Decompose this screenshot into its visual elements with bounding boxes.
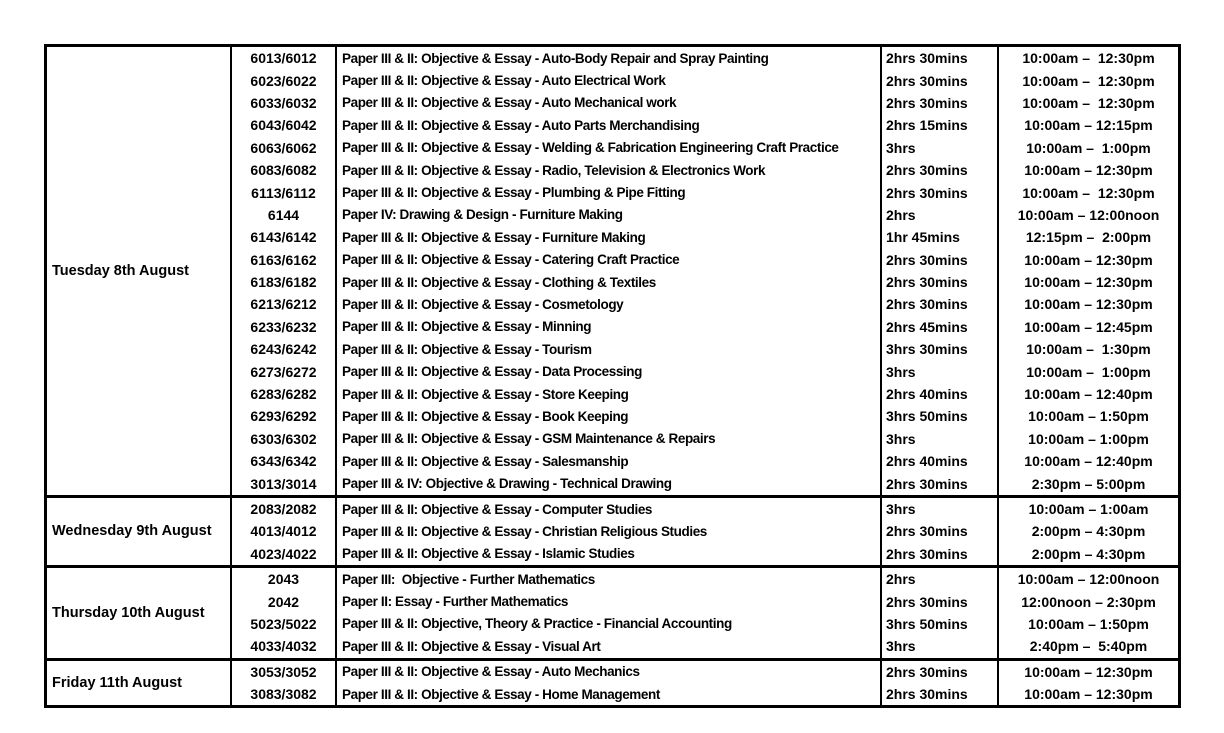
time-column xyxy=(999,498,1178,565)
exam-duration: 3hrs xyxy=(886,638,916,655)
exam-code: 6343/6342 xyxy=(250,453,317,470)
exam-time: 10:00am – 12:30pm xyxy=(1024,162,1153,179)
paper-title: Paper IV: Drawing & Design - Furniture Making xyxy=(342,207,623,223)
exam-code: 6143/6142 xyxy=(250,229,317,246)
exam-duration: 3hrs 30mins xyxy=(886,341,968,358)
paper-title: Paper III & II: Objective & Essay - Islamic Studies xyxy=(342,546,635,562)
exam-time: 10:00am – 1:00pm xyxy=(1026,139,1151,156)
exam-duration: 2hrs 30mins xyxy=(886,545,968,562)
exam-duration: 2hrs 30mins xyxy=(886,72,968,89)
paper-title: Paper III & II: Objective & Essay - Cosmetology xyxy=(342,296,624,312)
day-label: Wednesday 9th August xyxy=(52,523,212,540)
exam-duration: 2hrs xyxy=(886,206,916,223)
paper-title: Paper III & II: Objective & Essay - Computer Studies xyxy=(342,501,653,517)
exam-code: 2043 xyxy=(267,571,300,588)
day-cell xyxy=(47,568,232,658)
exam-code: 2042 xyxy=(267,593,300,610)
paper-title: Paper III & II: Objective & Essay - Plumbing & Pipe Fitting xyxy=(342,185,686,201)
exam-code: 6144 xyxy=(267,206,300,223)
code-column xyxy=(232,47,337,495)
exam-code: 6283/6282 xyxy=(250,386,317,403)
paper-title: Paper III & II: Objective & Essay - Clothing & Textiles xyxy=(342,274,656,290)
exam-time: 10:00am – 1:50pm xyxy=(1028,615,1149,632)
exam-duration: 2hrs 30mins xyxy=(886,663,968,680)
paper-title: Paper III & II: Objective & Essay - Welding & Fabrication Engineering Craft Practice xyxy=(342,140,839,156)
exam-code: 4013/4012 xyxy=(250,523,317,540)
paper-title: Paper III & II: Objective & Essay - Tourism xyxy=(342,341,592,357)
exam-duration: 3hrs 50mins xyxy=(886,615,968,632)
exam-duration: 2hrs 45mins xyxy=(886,318,968,335)
day-cell xyxy=(47,47,232,495)
exam-time: 10:00am – 1:30pm xyxy=(1026,341,1151,358)
paper-title: Paper III & II: Objective & Essay - Auto Mechanics xyxy=(342,664,640,680)
day-cell xyxy=(47,661,232,706)
exam-code: 6243/6242 xyxy=(250,341,317,358)
paper-column xyxy=(337,568,882,658)
paper-column xyxy=(337,498,882,565)
exam-duration: 2hrs 30mins xyxy=(886,523,968,540)
day-section xyxy=(47,658,1178,706)
exam-time: 10:00am – 12:30pm xyxy=(1024,274,1153,291)
exam-time: 12:15pm – 2:00pm xyxy=(1025,229,1152,246)
exam-time: 10:00am – 12:30pm xyxy=(1022,94,1155,111)
paper-title: Paper III & II: Objective & Essay - Salesmanship xyxy=(342,453,629,469)
duration-column xyxy=(882,47,999,495)
exam-time: 10:00am – 1:00pm xyxy=(1026,363,1151,380)
paper-title: Paper III & II: Objective & Essay - Auto Mechanical work xyxy=(342,95,677,111)
code-column xyxy=(232,498,337,565)
exam-code: 6293/6292 xyxy=(250,408,317,425)
exam-duration: 2hrs 30mins xyxy=(886,296,968,313)
exam-time: 10:00am – 1:50pm xyxy=(1028,408,1149,425)
paper-title: Paper III & II: Objective & Essay - Visual Art xyxy=(342,638,601,654)
exam-code: 2083/2082 xyxy=(250,501,317,517)
exam-time: 10:00am – 12:30pm xyxy=(1024,251,1153,268)
duration-column xyxy=(882,661,999,706)
exam-duration: 3hrs xyxy=(886,501,916,517)
paper-title: Paper III & II: Objective & Essay - Book Keeping xyxy=(342,408,629,424)
exam-time: 10:00am – 12:30pm xyxy=(1024,686,1153,703)
paper-title: Paper III & II: Objective & Essay - Radio, Television & Electronics Work xyxy=(342,162,766,178)
exam-code: 3083/3082 xyxy=(250,686,317,703)
exam-time: 10:00am – 12:30pm xyxy=(1024,296,1153,313)
exam-code: 6163/6162 xyxy=(250,251,317,268)
code-column xyxy=(232,568,337,658)
time-column xyxy=(999,568,1178,658)
exam-code: 6013/6012 xyxy=(250,50,317,67)
paper-title: Paper III & II: Objective & Essay - Christian Religious Studies xyxy=(342,523,707,539)
code-column xyxy=(232,661,337,706)
day-section xyxy=(47,565,1178,658)
exam-code: 6273/6272 xyxy=(250,363,317,380)
exam-time: 10:00am – 12:40pm xyxy=(1024,386,1153,403)
exam-code: 6213/6212 xyxy=(250,296,317,313)
exam-time: 10:00am – 1:00pm xyxy=(1028,430,1149,447)
exam-duration: 2hrs 15mins xyxy=(886,117,968,134)
exam-time: 10:00am – 12:30pm xyxy=(1022,184,1155,201)
paper-title: Paper III & II: Objective & Essay - Store Keeping xyxy=(342,386,629,402)
day-label: Tuesday 8th August xyxy=(52,262,189,279)
day-section xyxy=(47,495,1178,565)
exam-duration: 2hrs 30mins xyxy=(886,593,968,610)
paper-title: Paper III & II: Objective & Essay - Furniture Making xyxy=(342,229,646,245)
exam-time: 10:00am – 12:30pm xyxy=(1024,663,1153,680)
exam-duration: 2hrs xyxy=(886,571,916,588)
exam-duration: 3hrs xyxy=(886,363,916,380)
exam-duration: 2hrs 30mins xyxy=(886,475,968,492)
exam-duration: 2hrs 30mins xyxy=(886,94,968,111)
day-section xyxy=(47,47,1178,495)
exam-time: 10:00am – 1:00am xyxy=(1028,501,1149,517)
day-cell xyxy=(47,498,232,565)
paper-title: Paper III & II: Objective & Essay - Minning xyxy=(342,319,592,335)
day-label: Friday 11th August xyxy=(52,674,182,691)
exam-code: 6183/6182 xyxy=(250,274,317,291)
exam-time: 10:00am – 12:45pm xyxy=(1024,318,1153,335)
exam-duration: 2hrs 30mins xyxy=(886,686,968,703)
exam-time: 10:00am – 12:30pm xyxy=(1022,50,1155,67)
paper-title: Paper III & II: Objective & Essay - GSM Maintenance & Repairs xyxy=(342,431,716,447)
time-column xyxy=(999,661,1178,706)
paper-column xyxy=(337,47,882,495)
exam-code: 6233/6232 xyxy=(250,318,317,335)
exam-time: 2:30pm – 5:00pm xyxy=(1031,475,1146,492)
exam-duration: 3hrs xyxy=(886,139,916,156)
exam-time: 2:40pm – 5:40pm xyxy=(1029,638,1148,655)
exam-time: 12:00noon – 2:30pm xyxy=(1021,593,1156,610)
exam-code: 6033/6032 xyxy=(250,94,317,111)
exam-time: 10:00am – 12:40pm xyxy=(1024,453,1153,470)
exam-code: 4033/4032 xyxy=(250,638,317,655)
exam-duration: 2hrs 30mins xyxy=(886,274,968,291)
exam-duration: 2hrs 30mins xyxy=(886,251,968,268)
exam-code: 6083/6082 xyxy=(250,162,317,179)
paper-title: Paper III & II: Objective & Essay - Auto-Body Repair and Spray Painting xyxy=(342,50,769,66)
exam-duration: 2hrs 40mins xyxy=(886,453,968,470)
paper-column xyxy=(337,661,882,706)
exam-duration: 2hrs 40mins xyxy=(886,386,968,403)
exam-code: 5023/5022 xyxy=(250,615,317,632)
exam-time: 10:00am – 12:00noon xyxy=(1017,571,1160,588)
paper-title: Paper III & II: Objective & Essay - Data Processing xyxy=(342,364,642,380)
time-column xyxy=(999,47,1178,495)
exam-timetable xyxy=(44,44,1181,708)
exam-code: 6113/6112 xyxy=(251,184,316,201)
duration-column xyxy=(882,498,999,565)
paper-title: Paper III & II: Objective & Essay - Home Management xyxy=(342,686,660,702)
exam-duration: 3hrs xyxy=(886,430,916,447)
exam-time: 2:00pm – 4:30pm xyxy=(1031,545,1146,562)
day-label: Thursday 10th August xyxy=(52,604,205,621)
exam-code: 3053/3052 xyxy=(250,663,317,680)
exam-code: 6023/6022 xyxy=(250,72,317,89)
paper-title: Paper III & II: Objective & Essay - Auto Electrical Work xyxy=(342,73,666,89)
paper-title: Paper III & II: Objective, Theory & Practice - Financial Accounting xyxy=(342,616,732,632)
paper-title: Paper III & II: Objective & Essay - Auto Parts Merchandising xyxy=(342,117,700,133)
exam-duration: 2hrs 30mins xyxy=(886,50,968,67)
paper-title: Paper III & II: Objective & Essay - Catering Craft Practice xyxy=(342,252,680,268)
paper-title: Paper III & IV: Objective & Drawing - Technical Drawing xyxy=(342,476,672,492)
exam-time: 10:00am – 12:00noon xyxy=(1017,206,1160,223)
exam-duration: 2hrs 30mins xyxy=(886,184,968,201)
exam-code: 3013/3014 xyxy=(250,475,317,492)
exam-duration: 2hrs 30mins xyxy=(886,162,968,179)
duration-column xyxy=(882,568,999,658)
exam-time: 10:00am – 12:30pm xyxy=(1022,72,1155,89)
exam-code: 4023/4022 xyxy=(250,545,317,562)
exam-code: 6063/6062 xyxy=(250,139,317,156)
exam-duration: 3hrs 50mins xyxy=(886,408,968,425)
exam-duration: 1hr 45mins xyxy=(886,229,960,246)
exam-code: 6043/6042 xyxy=(250,117,317,134)
exam-time: 10:00am – 12:15pm xyxy=(1024,117,1153,134)
paper-title: Paper III: Objective - Further Mathematics xyxy=(342,571,595,587)
paper-title: Paper II: Essay - Further Mathematics xyxy=(342,594,569,610)
exam-code: 6303/6302 xyxy=(250,430,317,447)
exam-time: 2:00pm – 4:30pm xyxy=(1031,523,1146,540)
